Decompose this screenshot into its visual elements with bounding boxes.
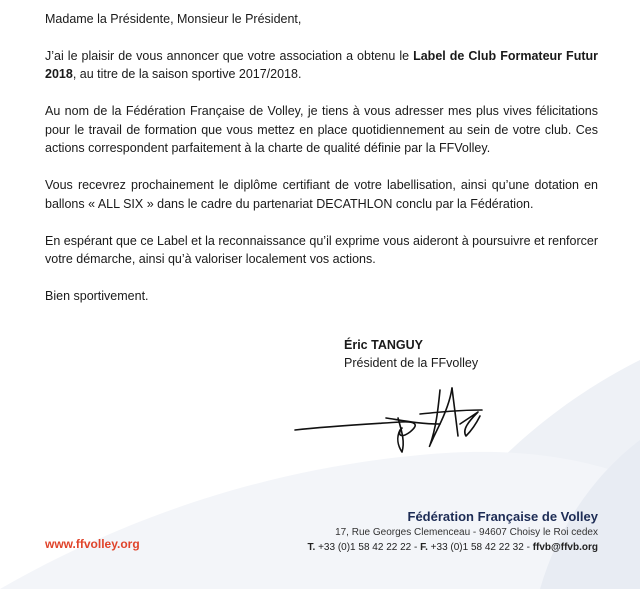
paragraph-encouragement: En espérant que ce Label et la reconnaissance qu’il exprime vous aideront à poursuivre et renforcer votre démarche, ainsi qu’à valoriser localement vos actions. — [45, 233, 598, 266]
footer-organization — [308, 509, 598, 555]
signer-name: Éric TANGUY — [344, 338, 423, 352]
handwritten-signature — [290, 380, 500, 460]
paragraph-diploma: Vous recevrez prochainement le diplôme certifiant de votre labellisation, ainsi qu’une dotation en ballons « ALL SIX » dans le cadre du partenariat DECATHLON conclu par la Fédération. — [45, 178, 598, 211]
label-name: Label de Club Formateur Futur 2018 — [45, 48, 598, 81]
paragraph-announcement: J’ai le plaisir de vous annoncer que votre association a obtenu le Label de Club Formateur Futur 2018, au titre de la saison sportive 2017/2018. — [45, 48, 598, 81]
salutation: Madame la Présidente, Monsieur le Président, — [45, 12, 302, 26]
paragraph-congratulations: Au nom de la Fédération Française de Volley, je tiens à vous adresser mes plus vives félicitations pour le travail de formation que vous mettez en place quotidiennement au sein de votre club. Ces actions correspondent parfaitement à la charte de qualité définie par la FFVolley. — [45, 104, 598, 155]
footer-email[interactable]: ffvb@ffvb.org — [532, 542, 598, 553]
letter-body — [45, 10, 598, 306]
footer-contact: T. +33 (0)1 58 42 22 22 - F. +33 (0)1 58 42 22 32 - ffvb@ffvb.org — [307, 542, 598, 553]
footer-org-name: Fédération Française de Volley — [407, 509, 598, 524]
footer-website-link[interactable]: www.ffvolley.org — [45, 537, 140, 551]
signer-block — [344, 336, 478, 372]
footer-address: 17, Rue Georges Clemenceau - 94607 Choisy le Roi cedex — [335, 527, 598, 538]
closing: Bien sportivement. — [45, 289, 149, 303]
signer-title: Président de la FFvolley — [344, 356, 479, 370]
